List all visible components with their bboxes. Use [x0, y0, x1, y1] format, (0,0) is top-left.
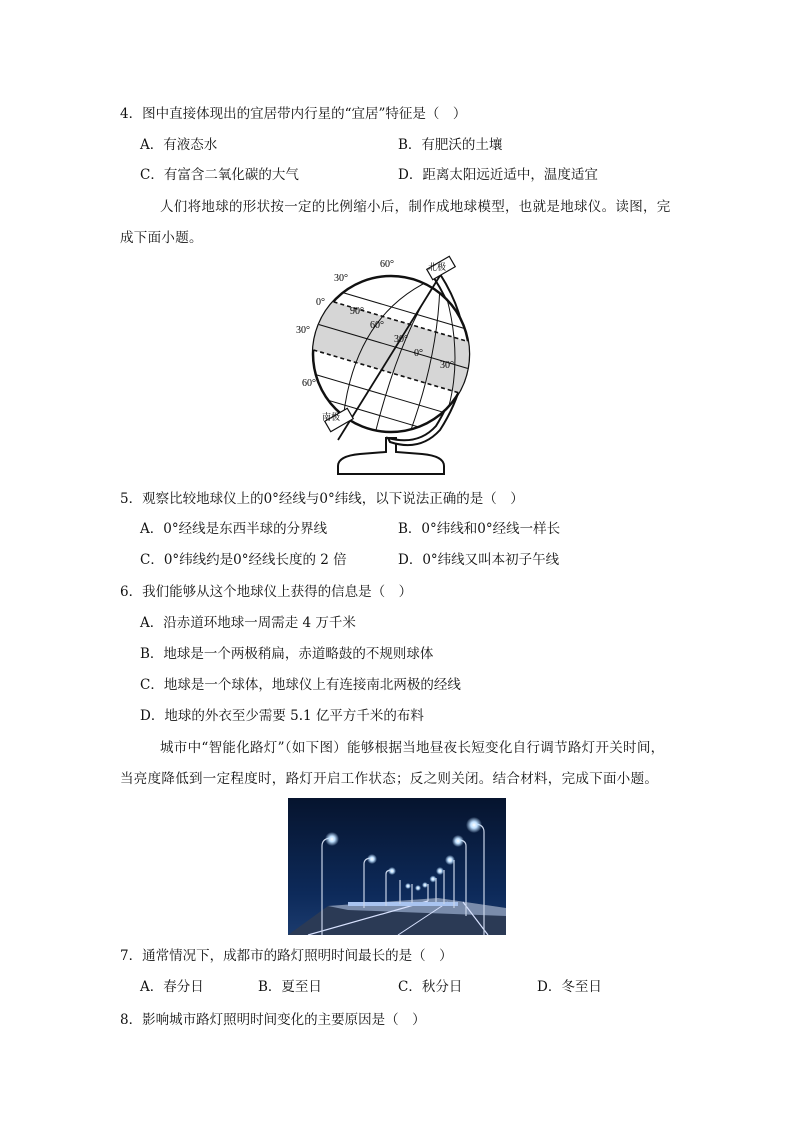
q5-stem: 5．观察比较地球仪上的0°经线与0°纬线，以下说法正确的是（ ） [120, 491, 524, 507]
globe-label-90: 90° [350, 306, 364, 317]
q4-option-a[interactable]: A．有液态水 [140, 137, 218, 153]
q7-stem: 7．通常情况下，成都市的路灯照明时间最长的是（ ） [120, 948, 453, 964]
globe-label-south-pole: 南极 [322, 412, 341, 422]
q7-option-b[interactable]: B．夏至日 [258, 979, 322, 995]
lamp-intro-line2: 当亮度降低到一定程度时，路灯开启工作状态；反之则关闭。结合材料，完成下面小题。 [120, 771, 659, 787]
globe-figure [290, 252, 500, 480]
globe-label-60-inner: 60° [370, 320, 384, 331]
q6-option-c[interactable]: C．地球是一个球体，地球仪上有连接南北两极的经线 [140, 677, 461, 693]
globe-label-0-inner: 0° [414, 348, 423, 359]
globe-label-60s: 60° [302, 378, 316, 389]
globe-label-60n: 60° [380, 259, 394, 270]
q7-option-d[interactable]: D．冬至日 [537, 979, 602, 995]
globe-drawing [290, 252, 500, 480]
globe-label-30n: 30° [334, 273, 348, 284]
globe-label-north-pole: 北极 [428, 262, 447, 272]
globe-label-30s-left: 30° [296, 325, 310, 336]
q7-option-a[interactable]: A．春分日 [140, 979, 204, 995]
streetlight-drawing [288, 798, 506, 935]
q6-stem: 6．我们能够从这个地球仪上获得的信息是（ ） [120, 584, 413, 600]
globe-label-0-left: 0° [316, 297, 325, 308]
q6-option-b[interactable]: B．地球是一个两极稍扁，赤道略鼓的不规则球体 [140, 646, 434, 662]
globe-label-30-inner: 30° [394, 334, 408, 345]
q4-option-b[interactable]: B．有肥沃的土壤 [398, 137, 503, 153]
q4-stem: 4．图中直接体现出的宜居带内行星的“宜居”特征是（ ） [120, 106, 467, 122]
q5-option-c[interactable]: C．0°纬线约是0°经线长度的 2 倍 [140, 552, 347, 568]
q6-option-d[interactable]: D．地球的外衣至少需要 5.1 亿平方千米的布料 [140, 708, 424, 724]
globe-stand-base [338, 438, 444, 474]
globe-intro-line2: 成下面小题。 [120, 230, 203, 246]
q5-option-a[interactable]: A．0°经线是东西半球的分界线 [140, 521, 328, 537]
streetlight-photo [288, 798, 506, 935]
q6-option-a[interactable]: A．沿赤道环地球一周需走 4 万千米 [140, 615, 356, 631]
q4-option-d[interactable]: D．距离太阳远近适中，温度适宜 [398, 167, 598, 183]
q5-option-d[interactable]: D．0°纬线又叫本初子午线 [398, 552, 560, 568]
lamp-intro-line1: 城市中“智能化路灯”（如下图）能够根据当地昼夜长短变化自行调节路灯开关时间， [160, 740, 665, 756]
q8-stem: 8．影响城市路灯照明时间变化的主要原因是（ ） [120, 1012, 426, 1028]
globe-intro-line1: 人们将地球的形状按一定的比例缩小后，制作成地球模型，也就是地球仪。读图，完 [160, 199, 671, 215]
q4-option-c[interactable]: C．有富含二氧化碳的大气 [140, 167, 299, 183]
globe-label-30-right: 30° [440, 360, 454, 371]
q5-option-b[interactable]: B．0°纬线和0°经线一样长 [398, 521, 561, 537]
q7-option-c[interactable]: C．秋分日 [398, 979, 463, 995]
